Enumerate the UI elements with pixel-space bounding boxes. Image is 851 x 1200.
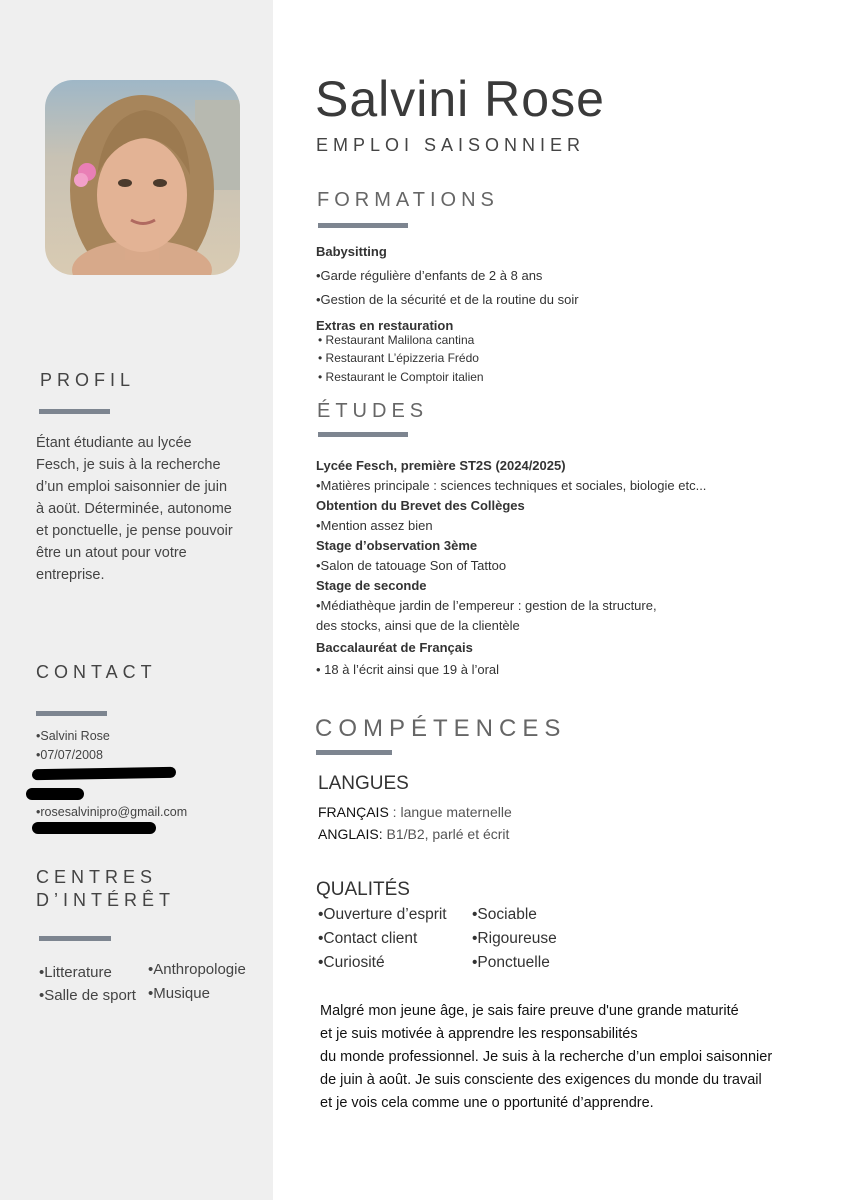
etudes-heading: Obtention du Brevet des Collèges: [316, 498, 525, 513]
contact-title: CONTACT: [36, 662, 157, 682]
etudes-heading: Stage d’observation 3ème: [316, 538, 478, 553]
profile-line: Étant étudiante au lycée: [36, 435, 192, 451]
extras-heading: Extras en restauration: [316, 318, 454, 333]
babysitting-item: •Garde régulière d’enfants de 2 à 8 ans: [316, 268, 543, 283]
langue-label: FRANÇAIS: [318, 804, 389, 820]
formations-divider: [318, 223, 408, 228]
competences-divider: [316, 750, 392, 755]
profile-divider: [39, 409, 110, 414]
competences-title: COMPÉTENCES: [315, 715, 567, 742]
contact-email: •rosesalvinipro@gmail.com: [36, 805, 188, 819]
closing-paragraph: [320, 1000, 830, 1115]
interest-item: •Salle de sport: [39, 987, 136, 1004]
profile-line: Fesch, je suis à la recherche: [36, 457, 221, 473]
etudes-line: •Matières principale : sciences techniques et sociales, biologie etc...: [316, 478, 707, 493]
profile-photo-image: [45, 80, 240, 275]
closing-line: de juin à août. Je suis consciente des exigences du monde du travail: [320, 1072, 762, 1088]
contact-birthdate: •07/07/2008: [36, 748, 103, 762]
interests-col2: [148, 958, 246, 1006]
closing-line: et je vois cela comme une o pportunité d’apprendre.: [320, 1095, 654, 1111]
langue-english: [318, 826, 509, 842]
closing-line: et je suis motivée à apprendre les responsabilités: [320, 1026, 638, 1042]
qualites-col1: [318, 903, 447, 975]
contact-name: •Salvini Rose: [36, 729, 110, 743]
etudes-line: •Mention assez bien: [316, 518, 433, 533]
profile-photo: [45, 80, 240, 275]
etudes-line: des stocks, ainsi que de la clientèle: [316, 618, 520, 633]
profile-text: [36, 432, 266, 586]
etudes-divider: [318, 432, 408, 437]
etudes-line: •Salon de tatouage Son of Tattoo: [316, 558, 507, 573]
interests-divider: [39, 936, 111, 941]
redaction-mark: [26, 788, 84, 800]
profile-line: être un atout pour votre: [36, 545, 187, 561]
qualite-item: •Sociable: [472, 906, 537, 923]
qualite-item: •Contact client: [318, 930, 418, 947]
langues-heading: LANGUES: [318, 773, 409, 794]
contact-divider: [36, 711, 107, 716]
candidate-subtitle: EMPLOI SAISONNIER: [316, 135, 586, 155]
profile-title: PROFIL: [40, 370, 136, 390]
etudes-line: •Médiathèque jardin de l’empereur : gestion de la structure,: [316, 598, 657, 613]
etudes-line: • 18 à l’écrit ainsi que 19 à l’oral: [316, 662, 500, 677]
extras-item: • Restaurant le Comptoir italien: [318, 370, 484, 384]
redaction-mark: [32, 822, 156, 834]
etudes-heading: Stage de seconde: [316, 578, 427, 593]
extras-item: • Restaurant Malilona cantina: [318, 333, 475, 347]
profile-line: et ponctuelle, je pense pouvoir: [36, 523, 233, 539]
babysitting-item: •Gestion de la sécurité et de la routine du soir: [316, 292, 579, 307]
langue-french: [318, 804, 512, 820]
qualite-item: •Rigoureuse: [472, 930, 557, 947]
qualite-item: •Ponctuelle: [472, 954, 550, 971]
closing-line: du monde professionnel. Je suis à la recherche d’un emploi saisonnier: [320, 1049, 773, 1065]
etudes-heading: Lycée Fesch, première ST2S (2024/2025): [316, 458, 566, 473]
closing-line: Malgré mon jeune âge, je sais faire preuve d'une grande maturité: [320, 1003, 739, 1019]
profile-line: à aoüt. Déterminée, autonome: [36, 501, 232, 517]
interest-item: •Musique: [148, 985, 210, 1002]
langue-value: : langue maternelle: [388, 804, 512, 820]
interests-col1: [39, 961, 136, 1007]
interests-title-line: CENTRES: [36, 867, 158, 887]
candidate-name: Salvini Rose: [315, 71, 605, 127]
qualite-item: •Curiosité: [318, 954, 385, 971]
interests-title: [36, 866, 175, 912]
profile-line: d’un emploi saisonnier de juin: [36, 479, 228, 495]
qualite-item: •Ouverture d’esprit: [318, 906, 447, 923]
qualites-heading: QUALITÉS: [316, 879, 410, 900]
interest-item: •Anthropologie: [148, 961, 246, 978]
interest-item: •Litterature: [39, 964, 112, 981]
formations-title: FORMATIONS: [317, 189, 499, 211]
babysitting-heading: Babysitting: [316, 244, 387, 259]
etudes-heading: Baccalauréat de Français: [316, 640, 473, 655]
langue-label: ANGLAIS:: [318, 826, 383, 842]
interests-title-line: D’INTÉRÊT: [36, 890, 175, 910]
qualites-col2: [472, 903, 557, 975]
extras-item: • Restaurant L’épizzeria Frédo: [318, 351, 479, 365]
langue-value: B1/B2, parlé et écrit: [382, 826, 510, 842]
profile-line: entreprise.: [36, 567, 105, 583]
etudes-title: ÉTUDES: [317, 400, 429, 422]
